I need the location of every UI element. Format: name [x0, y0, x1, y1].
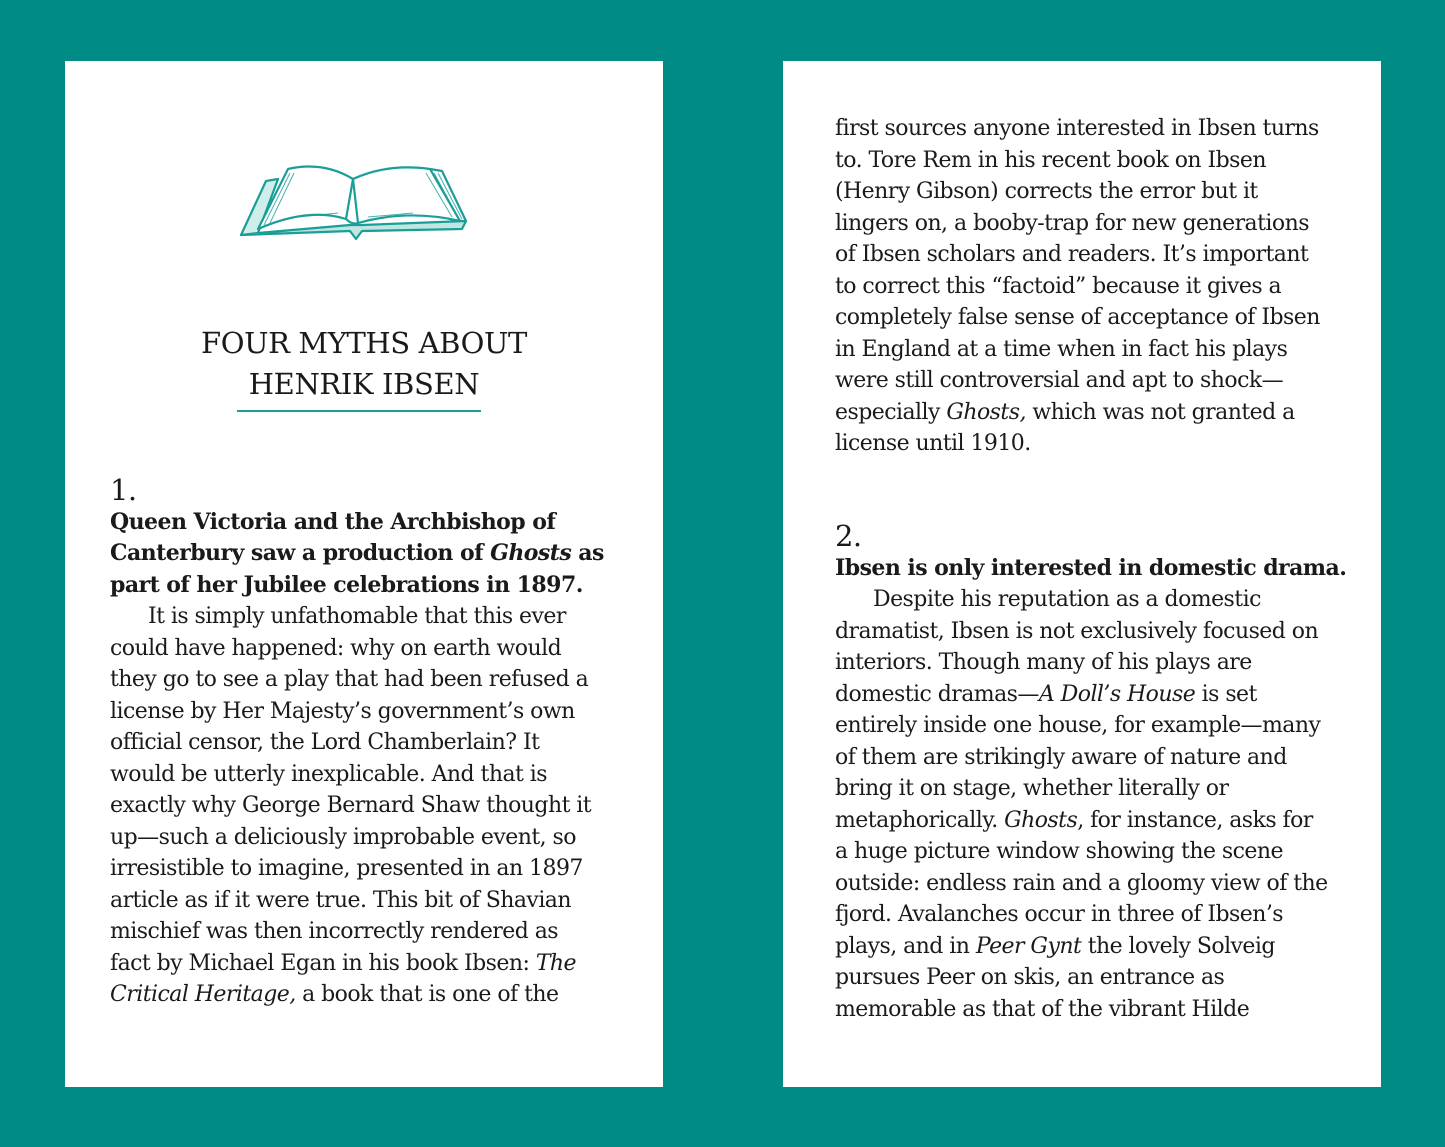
open-book-icon [238, 159, 468, 243]
myth-1-number: 1. [110, 473, 137, 507]
title-underline [237, 410, 481, 412]
myth-1-body: It is simply unfathomable that this ever could have happened: why on earth would they go to see a play that had been refused a license by Her Majesty’s government’s own official censor, the Lord Chamberlain? It would be utterly inexplicable. And that is exactly why George Bernard Shaw thought it up—such a deliciously improbable event, so irresistible to imagine, presented in an 1897 article as if it were true. This bit of Shavian mischief was then incorrectly rendered as fact by Michael Egan in his book Ibsen: The Critical Heritage, a book that is one of the [110, 604, 592, 1007]
myth-1-continuation: first sources anyone interested in Ibsen turns to. Tore Rem in his recent book on Ibsen (Henry Gibson) corrects the error but it lingers on, a booby-trap for new generations of Ibsen scholars and readers. It’s important to correct this “factoid” because it gives a completely false sense of acceptance of Ibsen in England at a time when in fact his plays were still controversial and apt to shock— especially Ghosts, which was not granted a license until 1910. [835, 116, 1320, 456]
myth-2-body: Despite his reputation as a domestic dramatist, Ibsen is not exclusively focused on interiors. Though many of his plays are domestic dramas—A Doll’s House is set entirely inside one house, for example—many of them are strikingly aware of nature and bring it on stage, whether literally or metaphorically. Ghosts, for instance, asks for a huge picture window showing the scene outside: endless rain and a gloomy view of the fjord. Avalanches occur in three of Ibsen’s plays, and in Peer Gynt the lovely Solveig pursues Peer on skis, an entrance as memorable as that of the vibrant Hilde [835, 587, 1328, 1022]
right-page [783, 61, 1381, 1087]
myth-2-section [835, 521, 1355, 1025]
myth-2-number: 2. [835, 519, 862, 553]
myth-1-section [110, 475, 620, 1011]
myth-2-heading: Ibsen is only interested in domestic drama. [835, 554, 1347, 581]
myth-1-heading: Queen Victoria and the Archbishop of Canterbury saw a production of Ghosts as part of her Jubilee celebrations in 1897. [110, 508, 604, 598]
page-title: FOUR MYTHS ABOUT HENRIK IBSEN [201, 326, 527, 401]
left-page [65, 61, 663, 1087]
